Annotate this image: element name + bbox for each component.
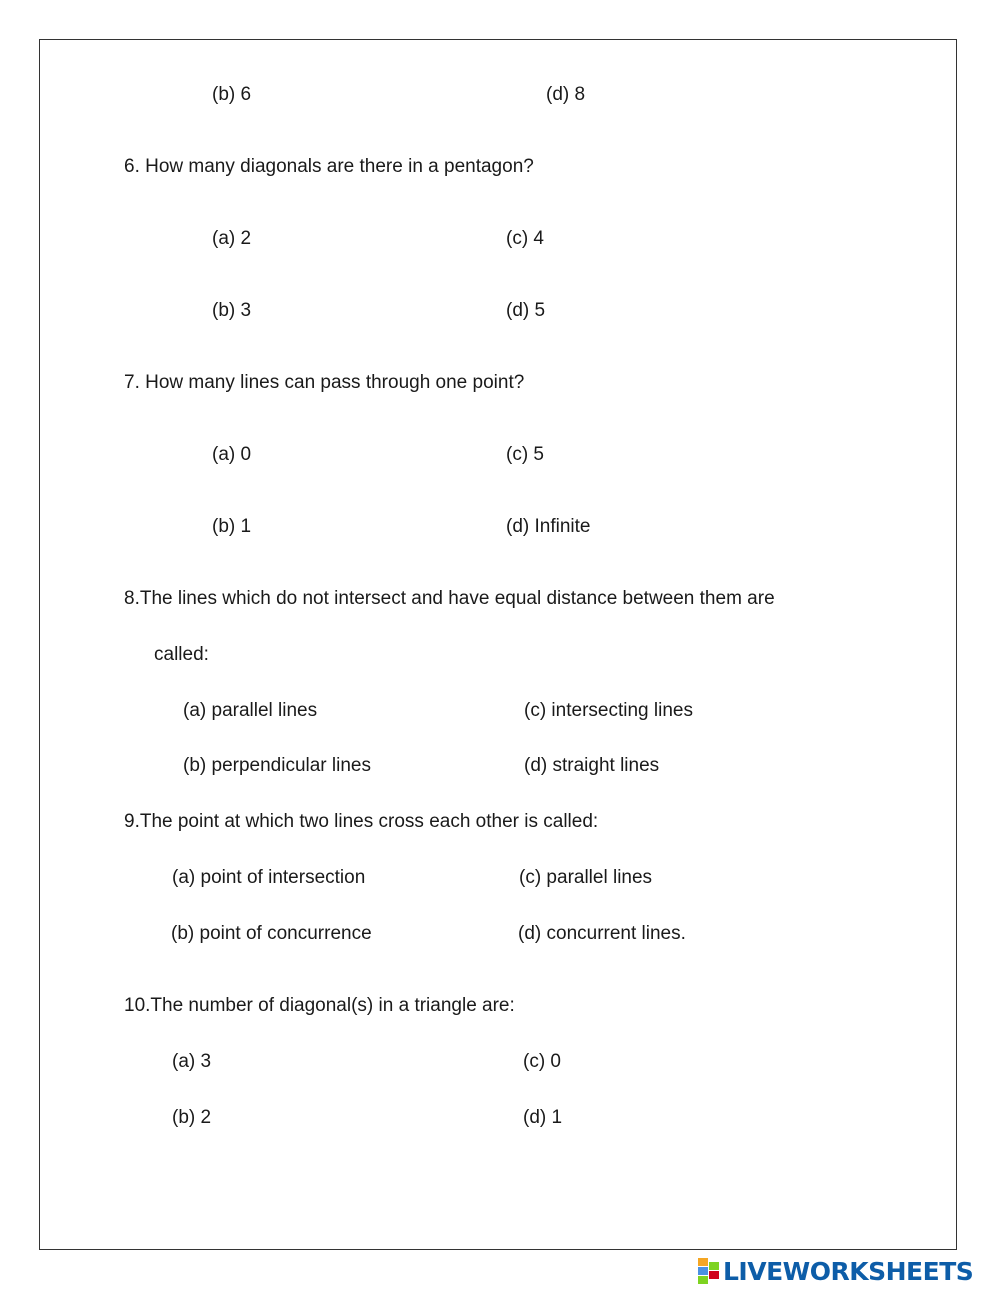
q7-option-b: (b) 1 bbox=[212, 516, 252, 537]
q7-option-a: (a) 0 bbox=[212, 444, 252, 465]
q10-option-d: (d) 1 bbox=[523, 1107, 563, 1128]
q8-option-b: (b) perpendicular lines bbox=[183, 755, 371, 776]
logo-blocks-icon bbox=[698, 1258, 720, 1284]
q9-option-a: (a) point of intersection bbox=[172, 867, 366, 888]
q10-option-a: (a) 3 bbox=[172, 1051, 212, 1072]
q10-option-c: (c) 0 bbox=[523, 1051, 561, 1072]
q8-question-cont: called: bbox=[154, 644, 209, 665]
q7-option-c: (c) 5 bbox=[506, 444, 544, 465]
q6-question: 6. How many diagonals are there in a pentagon? bbox=[124, 156, 534, 177]
q9-option-d: (d) concurrent lines. bbox=[518, 923, 686, 944]
liveworksheets-logo bbox=[698, 1256, 973, 1286]
q6-option-d: (d) 5 bbox=[506, 300, 546, 321]
q9-option-b: (b) point of concurrence bbox=[171, 923, 372, 944]
q10-option-b: (b) 2 bbox=[172, 1107, 212, 1128]
q8-option-c: (c) intersecting lines bbox=[524, 700, 693, 721]
q5-option-b: (b) 6 bbox=[212, 84, 252, 105]
q6-option-c: (c) 4 bbox=[506, 228, 544, 249]
q5-option-d: (d) 8 bbox=[546, 84, 586, 105]
logo-text: LIVEWORKSHEETS bbox=[723, 1256, 974, 1286]
q6-option-b: (b) 3 bbox=[212, 300, 252, 321]
q6-option-a: (a) 2 bbox=[212, 228, 252, 249]
q8-option-a: (a) parallel lines bbox=[183, 700, 318, 721]
q7-option-d: (d) Infinite bbox=[506, 516, 591, 537]
q8-question: 8.The lines which do not intersect and have equal distance between them are bbox=[124, 588, 775, 609]
q7-question: 7. How many lines can pass through one point? bbox=[124, 372, 525, 393]
q8-option-d: (d) straight lines bbox=[524, 755, 660, 776]
q10-question: 10.The number of diagonal(s) in a triangle are: bbox=[124, 995, 515, 1016]
q9-option-c: (c) parallel lines bbox=[519, 867, 653, 888]
q9-question: 9.The point at which two lines cross each other is called: bbox=[124, 811, 599, 832]
